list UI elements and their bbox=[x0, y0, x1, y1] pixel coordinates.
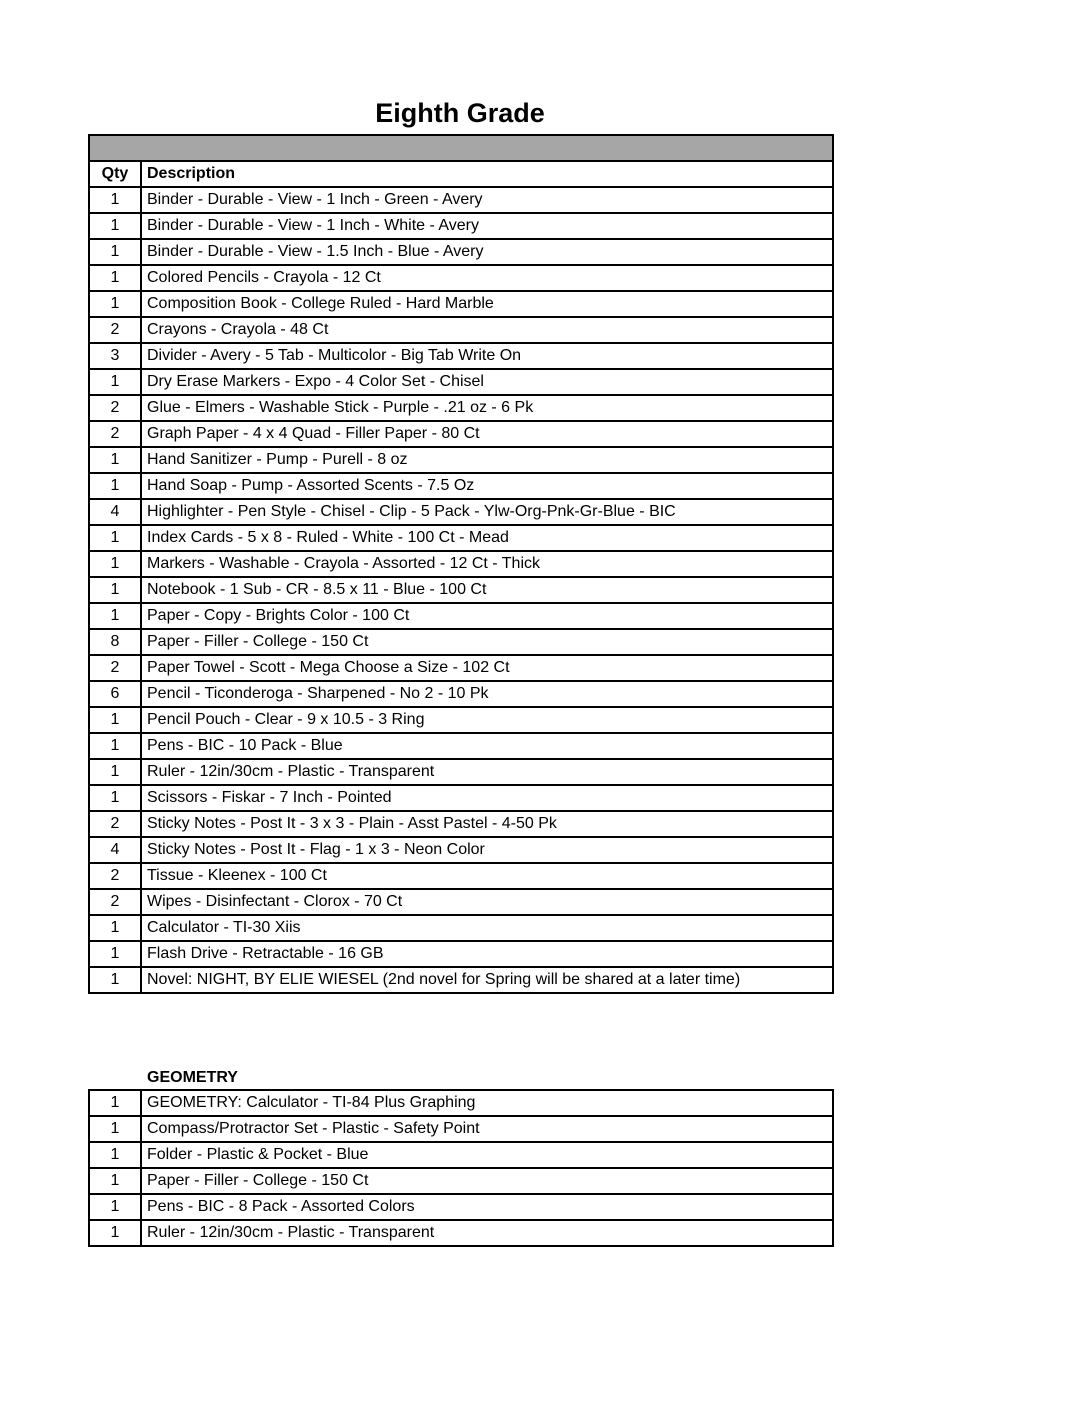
qty-cell: 2 bbox=[89, 655, 141, 681]
qty-cell: 1 bbox=[89, 447, 141, 473]
description-cell: Colored Pencils - Crayola - 12 Ct bbox=[141, 265, 833, 291]
table-row bbox=[89, 1194, 833, 1220]
description-cell: Pencil Pouch - Clear - 9 x 10.5 - 3 Ring bbox=[141, 707, 833, 733]
table-row bbox=[89, 759, 833, 785]
description-cell: Novel: NIGHT, BY ELIE WIESEL (2nd novel for Spring will be shared at a later time) bbox=[141, 967, 833, 993]
table-row bbox=[89, 1220, 833, 1246]
table-row bbox=[89, 733, 833, 759]
qty-cell: 1 bbox=[89, 239, 141, 265]
description-cell: Ruler - 12in/30cm - Plastic - Transparent bbox=[141, 1220, 833, 1246]
qty-cell: 1 bbox=[89, 1116, 141, 1142]
description-cell: Hand Sanitizer - Pump - Purell - 8 oz bbox=[141, 447, 833, 473]
table-row bbox=[89, 265, 833, 291]
description-cell: Notebook - 1 Sub - CR - 8.5 x 11 - Blue - 100 Ct bbox=[141, 577, 833, 603]
description-cell: Highlighter - Pen Style - Chisel - Clip - 5 Pack - Ylw-Org-Pnk-Gr-Blue - BIC bbox=[141, 499, 833, 525]
description-cell: Paper Towel - Scott - Mega Choose a Size - 102 Ct bbox=[141, 655, 833, 681]
table-row bbox=[89, 837, 833, 863]
table-banner bbox=[89, 135, 833, 161]
table-row bbox=[89, 603, 833, 629]
table-row bbox=[89, 525, 833, 551]
qty-cell: 1 bbox=[89, 551, 141, 577]
description-header: Description bbox=[141, 161, 833, 187]
qty-cell: 2 bbox=[89, 863, 141, 889]
table-row bbox=[89, 889, 833, 915]
description-cell: Pens - BIC - 10 Pack - Blue bbox=[141, 733, 833, 759]
qty-cell: 1 bbox=[89, 577, 141, 603]
supply-table bbox=[88, 134, 834, 994]
description-cell: Divider - Avery - 5 Tab - Multicolor - Big Tab Write On bbox=[141, 343, 833, 369]
table-banner-row bbox=[89, 135, 833, 161]
table-row bbox=[89, 551, 833, 577]
table-row bbox=[89, 915, 833, 941]
geometry-section-title: GEOMETRY bbox=[147, 1069, 238, 1086]
table-row bbox=[89, 473, 833, 499]
description-cell: Sticky Notes - Post It - Flag - 1 x 3 - Neon Color bbox=[141, 837, 833, 863]
qty-cell: 1 bbox=[89, 291, 141, 317]
description-cell: Composition Book - College Ruled - Hard Marble bbox=[141, 291, 833, 317]
description-cell: Paper - Copy - Brights Color - 100 Ct bbox=[141, 603, 833, 629]
qty-cell: 4 bbox=[89, 837, 141, 863]
table-row bbox=[89, 629, 833, 655]
table-header-row bbox=[89, 161, 833, 187]
qty-cell: 1 bbox=[89, 1194, 141, 1220]
table-row bbox=[89, 395, 833, 421]
qty-cell: 1 bbox=[89, 603, 141, 629]
description-cell: Ruler - 12in/30cm - Plastic - Transparent bbox=[141, 759, 833, 785]
qty-cell: 2 bbox=[89, 421, 141, 447]
table-row bbox=[89, 447, 833, 473]
table-row bbox=[89, 577, 833, 603]
description-cell: Tissue - Kleenex - 100 Ct bbox=[141, 863, 833, 889]
qty-cell: 1 bbox=[89, 733, 141, 759]
page-title: Eighth Grade bbox=[375, 98, 545, 128]
qty-cell: 1 bbox=[89, 967, 141, 993]
qty-cell: 6 bbox=[89, 681, 141, 707]
table-row bbox=[89, 187, 833, 213]
qty-cell: 8 bbox=[89, 629, 141, 655]
geometry-table bbox=[88, 1089, 834, 1247]
description-cell: Pens - BIC - 8 Pack - Assorted Colors bbox=[141, 1194, 833, 1220]
description-cell: Scissors - Fiskar - 7 Inch - Pointed bbox=[141, 785, 833, 811]
description-cell: Pencil - Ticonderoga - Sharpened - No 2 - 10 Pk bbox=[141, 681, 833, 707]
description-cell: Binder - Durable - View - 1.5 Inch - Blue - Avery bbox=[141, 239, 833, 265]
qty-cell: 1 bbox=[89, 473, 141, 499]
qty-cell: 2 bbox=[89, 811, 141, 837]
description-cell: Index Cards - 5 x 8 - Ruled - White - 100 Ct - Mead bbox=[141, 525, 833, 551]
table-row bbox=[89, 1090, 833, 1116]
description-cell: Paper - Filler - College - 150 Ct bbox=[141, 1168, 833, 1194]
qty-header: Qty bbox=[89, 161, 141, 187]
description-cell: GEOMETRY: Calculator - TI-84 Plus Graphing bbox=[141, 1090, 833, 1116]
table-row bbox=[89, 785, 833, 811]
description-cell: Hand Soap - Pump - Assorted Scents - 7.5 Oz bbox=[141, 473, 833, 499]
qty-cell: 1 bbox=[89, 785, 141, 811]
qty-cell: 1 bbox=[89, 915, 141, 941]
table-row bbox=[89, 239, 833, 265]
qty-cell: 2 bbox=[89, 889, 141, 915]
table-row bbox=[89, 967, 833, 993]
qty-cell: 1 bbox=[89, 1220, 141, 1246]
qty-cell: 4 bbox=[89, 499, 141, 525]
table-row bbox=[89, 811, 833, 837]
qty-cell: 3 bbox=[89, 343, 141, 369]
description-cell: Graph Paper - 4 x 4 Quad - Filler Paper - 80 Ct bbox=[141, 421, 833, 447]
qty-cell: 1 bbox=[89, 1168, 141, 1194]
description-cell: Compass/Protractor Set - Plastic - Safety Point bbox=[141, 1116, 833, 1142]
qty-cell: 1 bbox=[89, 265, 141, 291]
table-row bbox=[89, 317, 833, 343]
qty-cell: 1 bbox=[89, 707, 141, 733]
qty-cell: 1 bbox=[89, 369, 141, 395]
table-row bbox=[89, 369, 833, 395]
qty-cell: 2 bbox=[89, 317, 141, 343]
description-cell: Wipes - Disinfectant - Clorox - 70 Ct bbox=[141, 889, 833, 915]
description-cell: Folder - Plastic & Pocket - Blue bbox=[141, 1142, 833, 1168]
description-cell: Crayons - Crayola - 48 Ct bbox=[141, 317, 833, 343]
description-cell: Glue - Elmers - Washable Stick - Purple - .21 oz - 6 Pk bbox=[141, 395, 833, 421]
qty-cell: 1 bbox=[89, 759, 141, 785]
description-cell: Binder - Durable - View - 1 Inch - Green - Avery bbox=[141, 187, 833, 213]
qty-cell: 1 bbox=[89, 1142, 141, 1168]
description-cell: Flash Drive - Retractable - 16 GB bbox=[141, 941, 833, 967]
table-row bbox=[89, 707, 833, 733]
table-row bbox=[89, 291, 833, 317]
qty-cell: 1 bbox=[89, 213, 141, 239]
qty-cell: 1 bbox=[89, 941, 141, 967]
qty-cell: 1 bbox=[89, 525, 141, 551]
qty-cell: 1 bbox=[89, 187, 141, 213]
table-row bbox=[89, 655, 833, 681]
description-cell: Sticky Notes - Post It - 3 x 3 - Plain - Asst Pastel - 4-50 Pk bbox=[141, 811, 833, 837]
table-row bbox=[89, 1168, 833, 1194]
table-row bbox=[89, 1142, 833, 1168]
qty-cell: 2 bbox=[89, 395, 141, 421]
table-row bbox=[89, 213, 833, 239]
table-row bbox=[89, 1116, 833, 1142]
table-row bbox=[89, 941, 833, 967]
description-cell: Paper - Filler - College - 150 Ct bbox=[141, 629, 833, 655]
table-row bbox=[89, 863, 833, 889]
table-row bbox=[89, 681, 833, 707]
table-row bbox=[89, 499, 833, 525]
qty-cell: 1 bbox=[89, 1090, 141, 1116]
description-cell: Calculator - TI-30 Xiis bbox=[141, 915, 833, 941]
table-row bbox=[89, 343, 833, 369]
description-cell: Markers - Washable - Crayola - Assorted - 12 Ct - Thick bbox=[141, 551, 833, 577]
table-row bbox=[89, 421, 833, 447]
description-cell: Dry Erase Markers - Expo - 4 Color Set - Chisel bbox=[141, 369, 833, 395]
description-cell: Binder - Durable - View - 1 Inch - White - Avery bbox=[141, 213, 833, 239]
